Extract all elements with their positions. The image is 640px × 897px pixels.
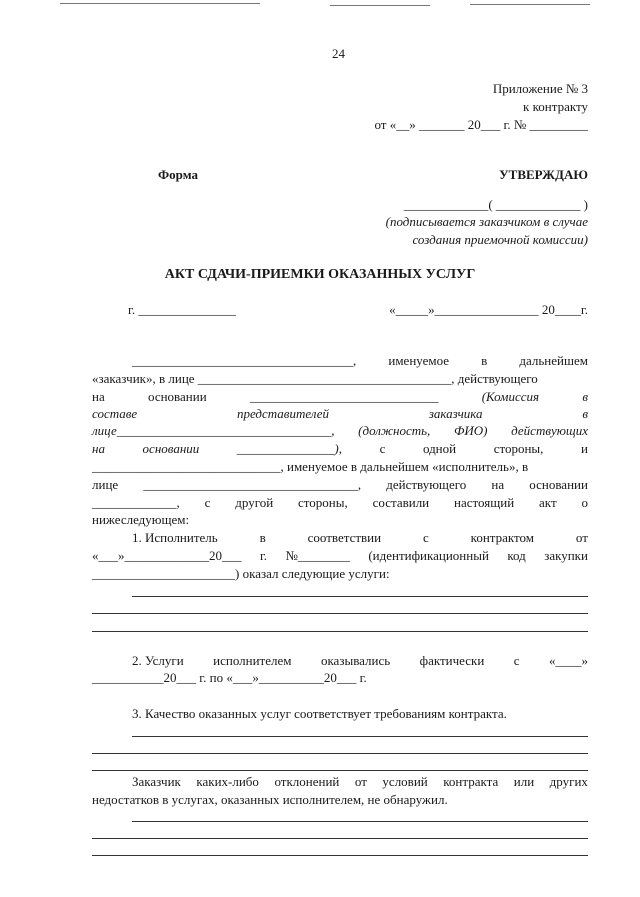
appendix-line-2: к контракту <box>523 99 588 114</box>
scan-artifact-line <box>60 3 260 4</box>
body-line: недостатков в услугах, оказанных исполнителем, не обнаружил. <box>92 792 448 807</box>
scan-artifact-line <box>330 5 430 6</box>
date-field: «_____»________________ 20____г. <box>389 302 588 317</box>
page-number: 24 <box>332 46 345 61</box>
form-label: Форма <box>158 167 198 182</box>
fill-in-line <box>92 770 588 771</box>
body-line: 1. Исполнитель в соответствии с контрактом от <box>132 530 588 545</box>
signature-line: _____________( _____________ ) <box>403 197 588 212</box>
fill-in-line <box>92 631 588 632</box>
approve-label: УТВЕРЖДАЮ <box>499 167 588 182</box>
document-title: АКТ СДАЧИ-ПРИЕМКИ ОКАЗАННЫХ УСЛУГ <box>164 267 476 282</box>
fill-in-line <box>92 855 588 856</box>
body-line: «___»_____________20___ г. №________ (идентификационный код закупки <box>92 548 588 563</box>
body-line: 3. Качество оказанных услуг соответствует требованиям контракта. <box>132 706 507 721</box>
body-line: составе представителей заказчика в <box>92 406 588 421</box>
appendix-line-1: Приложение № 3 <box>492 81 588 96</box>
body-line: на основании _____________________________ (Комиссия в <box>92 389 588 404</box>
body-line: 2. Услуги исполнителем оказывались фактически с «____» <box>132 653 588 668</box>
body-line: на основании _______________), с одной стороны, и <box>92 441 588 456</box>
fill-in-line <box>92 753 588 754</box>
body-line: _____________________________, именуемое в дальнейшем «исполнитель», в <box>92 459 529 474</box>
place-field: г. _______________ <box>128 302 236 317</box>
body-line: ______________________) оказал следующие услуги: <box>92 566 390 581</box>
fill-in-line <box>132 736 588 737</box>
approval-note-line-1: (подписывается заказчиком в случае <box>385 214 588 229</box>
fill-in-line <box>132 596 588 597</box>
appendix-line-3: от «__» _______ 20___ г. № _________ <box>374 117 588 132</box>
fill-in-line <box>92 838 588 839</box>
fill-in-line <box>92 613 588 614</box>
body-line: нижеследующем: <box>92 512 190 527</box>
approval-note-line-2: создания приемочной комиссии) <box>412 232 588 247</box>
body-line: ___________20___ г. по «___»__________20___ г. <box>92 670 367 685</box>
fill-in-line <box>132 821 588 822</box>
body-line: Заказчик каких-либо отклонений от условий контракта или других <box>132 774 588 789</box>
body-line: __________________________________, именуемое в дальнейшем <box>132 353 588 368</box>
scan-artifact-line <box>470 4 590 5</box>
body-line: _____________, с другой стороны, составили настоящий акт о <box>92 495 588 510</box>
body-line: лице _________________________________, действующего на основании <box>92 477 588 492</box>
body-line: «заказчик», в лице _______________________________________, действующего <box>92 371 538 386</box>
body-line: лице_________________________________, (должность, ФИО) действующих <box>92 423 588 438</box>
